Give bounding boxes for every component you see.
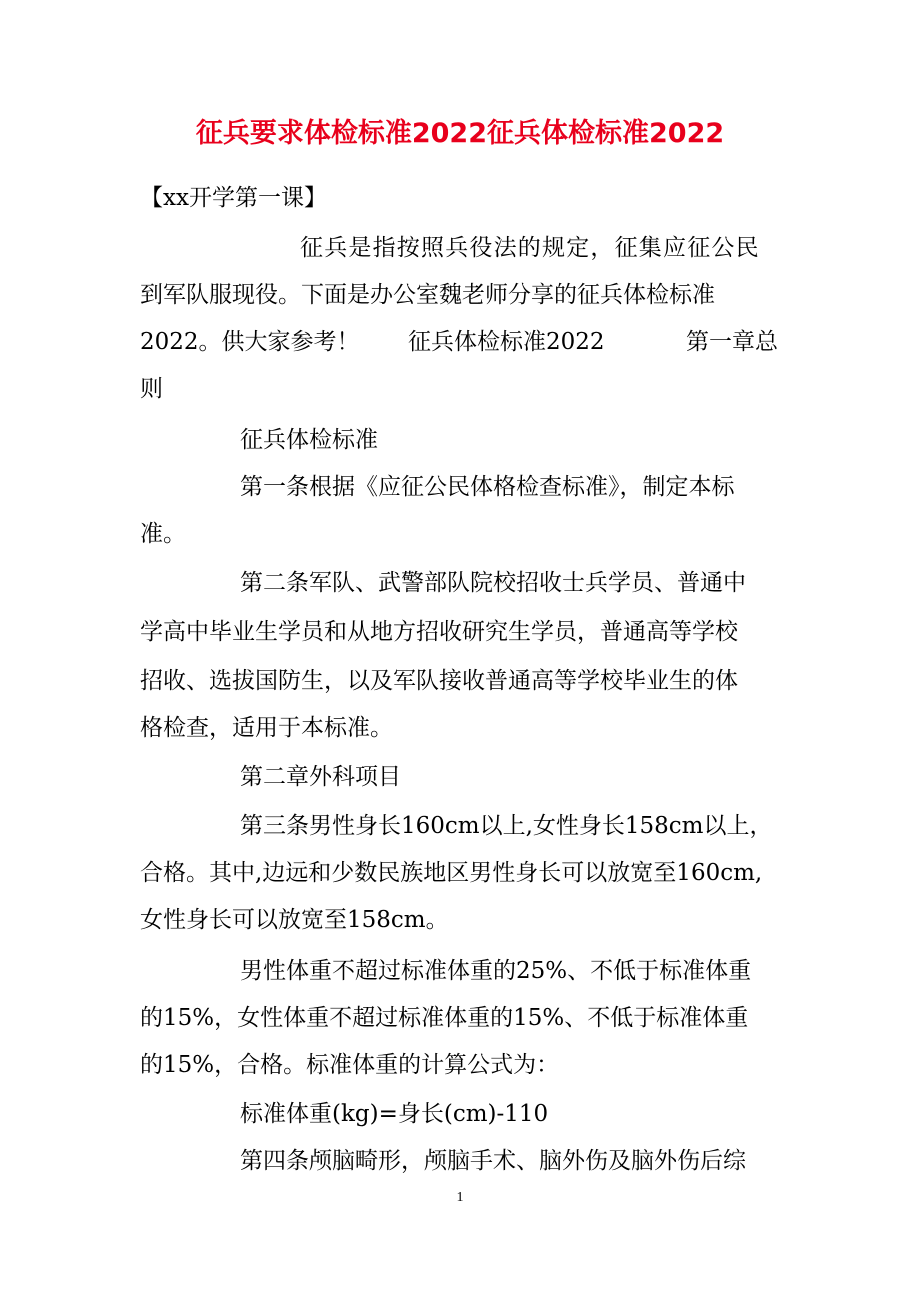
paragraph-line: 第一条根据《应征公民体格检查标准》，制定本标 xyxy=(240,474,735,500)
paragraph-line: 格检查，适用于本标准。 xyxy=(140,715,393,741)
paragraph-line: 招收、选拔国防生，以及军队接收普通高等学校毕业生的体 xyxy=(140,668,738,694)
document-title: 征兵要求体检标准2022征兵体检标准2022 xyxy=(195,118,725,149)
paragraph-line: 准。 xyxy=(140,521,186,547)
formula-line: 标准体重(kg)=身长(cm)-110 xyxy=(240,1101,549,1127)
paragraph-line: 学高中毕业生学员和从地方招收研究生学员，普通高等学校 xyxy=(140,619,738,645)
paragraph-line: 第二条军队、武警部队院校招收士兵学员、普通中 xyxy=(240,570,746,596)
paragraph-line: 则 xyxy=(140,376,163,402)
paragraph-line: 男性体重不超过标准体重的25%、不低于标准体重 xyxy=(240,958,752,984)
paragraph-line: 【xx开学第一课】 xyxy=(140,185,327,211)
paragraph-line: 第四条颅脑畸形，颅脑手术、脑外伤及脑外伤后综 xyxy=(240,1148,746,1174)
paragraph-line: 第一章总 xyxy=(686,329,778,355)
paragraph-line: 征兵体检标准2022 xyxy=(408,329,605,355)
paragraph-line: 合格。其中,边远和少数民族地区男性身长可以放宽至160cm, xyxy=(140,860,763,886)
paragraph-line: 第三条男性身长160cm以上,女性身长158cm以上， xyxy=(240,813,773,839)
paragraph-line: 女性身长可以放宽至158cm。 xyxy=(140,907,449,933)
paragraph-line: 2022。供大家参考！ xyxy=(140,329,360,355)
page-number: 1 xyxy=(456,1190,464,1205)
paragraph-line: 到军队服现役。下面是办公室魏老师分享的征兵体检标准 xyxy=(140,282,715,308)
paragraph-line: 的15%，合格。标准体重的计算公式为： xyxy=(140,1052,560,1078)
section-heading: 征兵体检标准 xyxy=(240,427,378,453)
paragraph-line: 的15%，女性体重不超过标准体重的15%、不低于标准体重 xyxy=(140,1005,749,1031)
section-heading: 第二章外科项目 xyxy=(240,764,401,790)
paragraph-line: 征兵是指按照兵役法的规定，征集应征公民 xyxy=(300,235,760,261)
